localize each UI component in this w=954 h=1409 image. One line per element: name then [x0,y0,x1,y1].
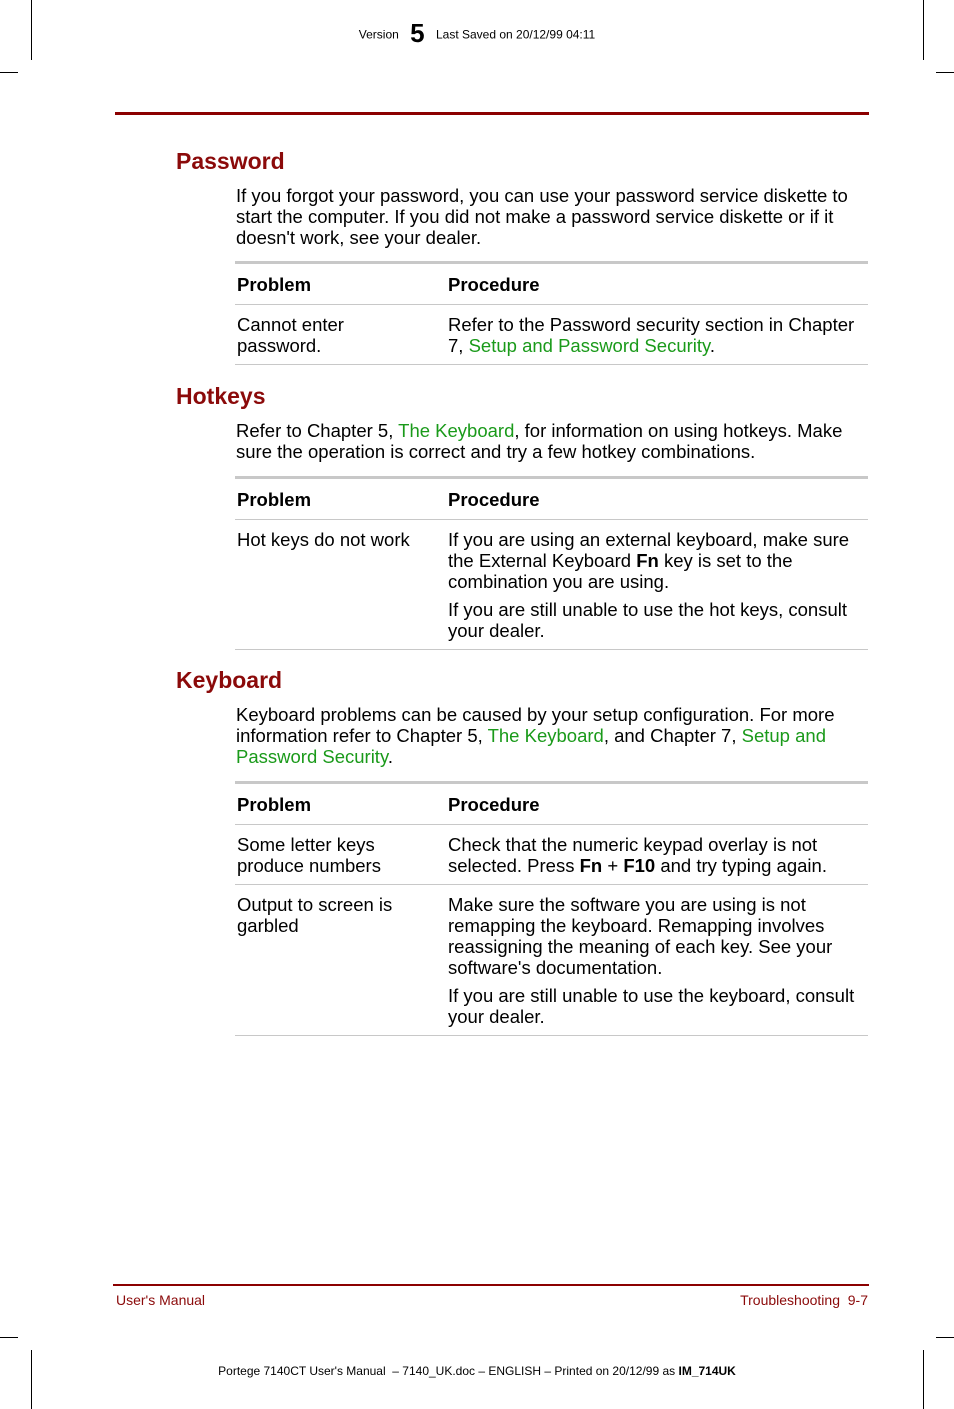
problem-text: Output to screen is garbled [237,894,393,936]
link-the-keyboard[interactable]: The Keyboard [398,420,515,441]
crop-mark [0,1337,18,1338]
crop-mark [936,1337,954,1338]
hotkeys-table [235,476,868,650]
section-title-keyboard: Keyboard [176,667,283,693]
problem-text: Some letter keys produce numbers [237,834,381,876]
column-header-problem: Problem [235,263,446,305]
footer-right: Troubleshooting 9-7 [740,1292,868,1308]
procedure-text: Refer to the Password security section in Chapter 7, [448,314,855,356]
procedure-paragraph [448,529,866,592]
procedure-text: If you are using an external keyboard, make sure the External Keyboard [448,529,850,571]
link-setup-password-security[interactable]: Setup and Password Security [236,725,826,767]
plus-sign: + [602,855,624,876]
top-rule [115,112,869,115]
intro-text: Refer to Chapter 5, [236,420,399,441]
print-doc-id: IM_714UK [678,1364,736,1378]
problem-cell [235,825,446,885]
column-header-procedure: Procedure [446,783,868,825]
procedure-cell [446,885,868,1036]
procedure-paragraph: Make sure the software you are using is not remapping the keyboard. Remapping involves reassigning the meaning of each key. See your software's documentation. [448,894,833,978]
crop-mark [923,1350,924,1409]
section-title-hotkeys: Hotkeys [176,383,266,409]
key-fn: Fn [636,550,659,571]
hotkeys-intro [236,420,870,462]
footer-rule [113,1284,869,1286]
intro-text: Keyboard problems can be caused by your setup configuration. For more information refer to Chapter 5, [236,704,835,746]
procedure-text-end: key is set to the combination you are using. [448,550,793,592]
procedure-cell [446,305,868,365]
link-setup-password-security[interactable]: Setup and Password Security [468,335,710,356]
password-intro: If you forgot your password, you can use your password service diskette to start the computer. If you did not make a password service diskette or if it doesn't work, see your dealer. [236,185,848,248]
table-row [235,305,868,365]
crop-mark [31,1350,32,1409]
section-title-password: Password [176,148,285,174]
procedure-paragraph: If you are still unable to use the keyboard, consult your dealer. [448,985,855,1027]
version-header [0,20,954,51]
keyboard-intro [236,704,870,767]
crop-mark [936,72,954,73]
last-saved: Last Saved on 20/12/99 04:11 [435,27,596,42]
print-text: Portege 7140CT User's Manual – 7140_UK.doc – ENGLISH – Printed on 20/12/99 as [218,1364,679,1378]
link-the-keyboard[interactable]: The Keyboard [487,725,604,746]
column-header-procedure: Procedure [446,263,868,305]
procedure-paragraph: If you are still unable to use the hot keys, consult your dealer. [448,599,848,641]
procedure-text-end: and try typing again. [655,855,827,876]
print-info [0,1364,954,1378]
footer-left: User's Manual [116,1292,206,1308]
column-header-problem: Problem [235,478,446,520]
table-row [235,825,868,885]
intro-text-mid: , and Chapter 7, [603,725,742,746]
procedure-text: Check that the numeric keypad overlay is not selected. Press [448,834,818,876]
column-header-procedure: Procedure [446,478,868,520]
problem-cell [235,305,446,365]
column-header-problem: Problem [235,783,446,825]
problem-cell [235,885,446,1036]
procedure-text-end: . [709,335,716,356]
problem-text: Cannot enter password. [237,314,344,356]
password-table [235,261,868,365]
table-row [235,520,868,650]
crop-mark [0,72,18,73]
procedure-cell [446,520,868,650]
keyboard-table [235,781,868,1036]
table-row [235,885,868,1036]
key-fn: Fn [579,855,603,876]
version-number: 5 [410,18,425,48]
version-label: Version [358,27,399,42]
key-f10: F10 [623,855,656,876]
procedure-cell [446,825,868,885]
intro-text-end: , for information on using hotkeys. Make sure the operation is correct and try a few hotkey combinations. [236,420,843,462]
intro-text-end: . [387,746,393,767]
problem-cell: Hot keys do not work [235,520,446,650]
